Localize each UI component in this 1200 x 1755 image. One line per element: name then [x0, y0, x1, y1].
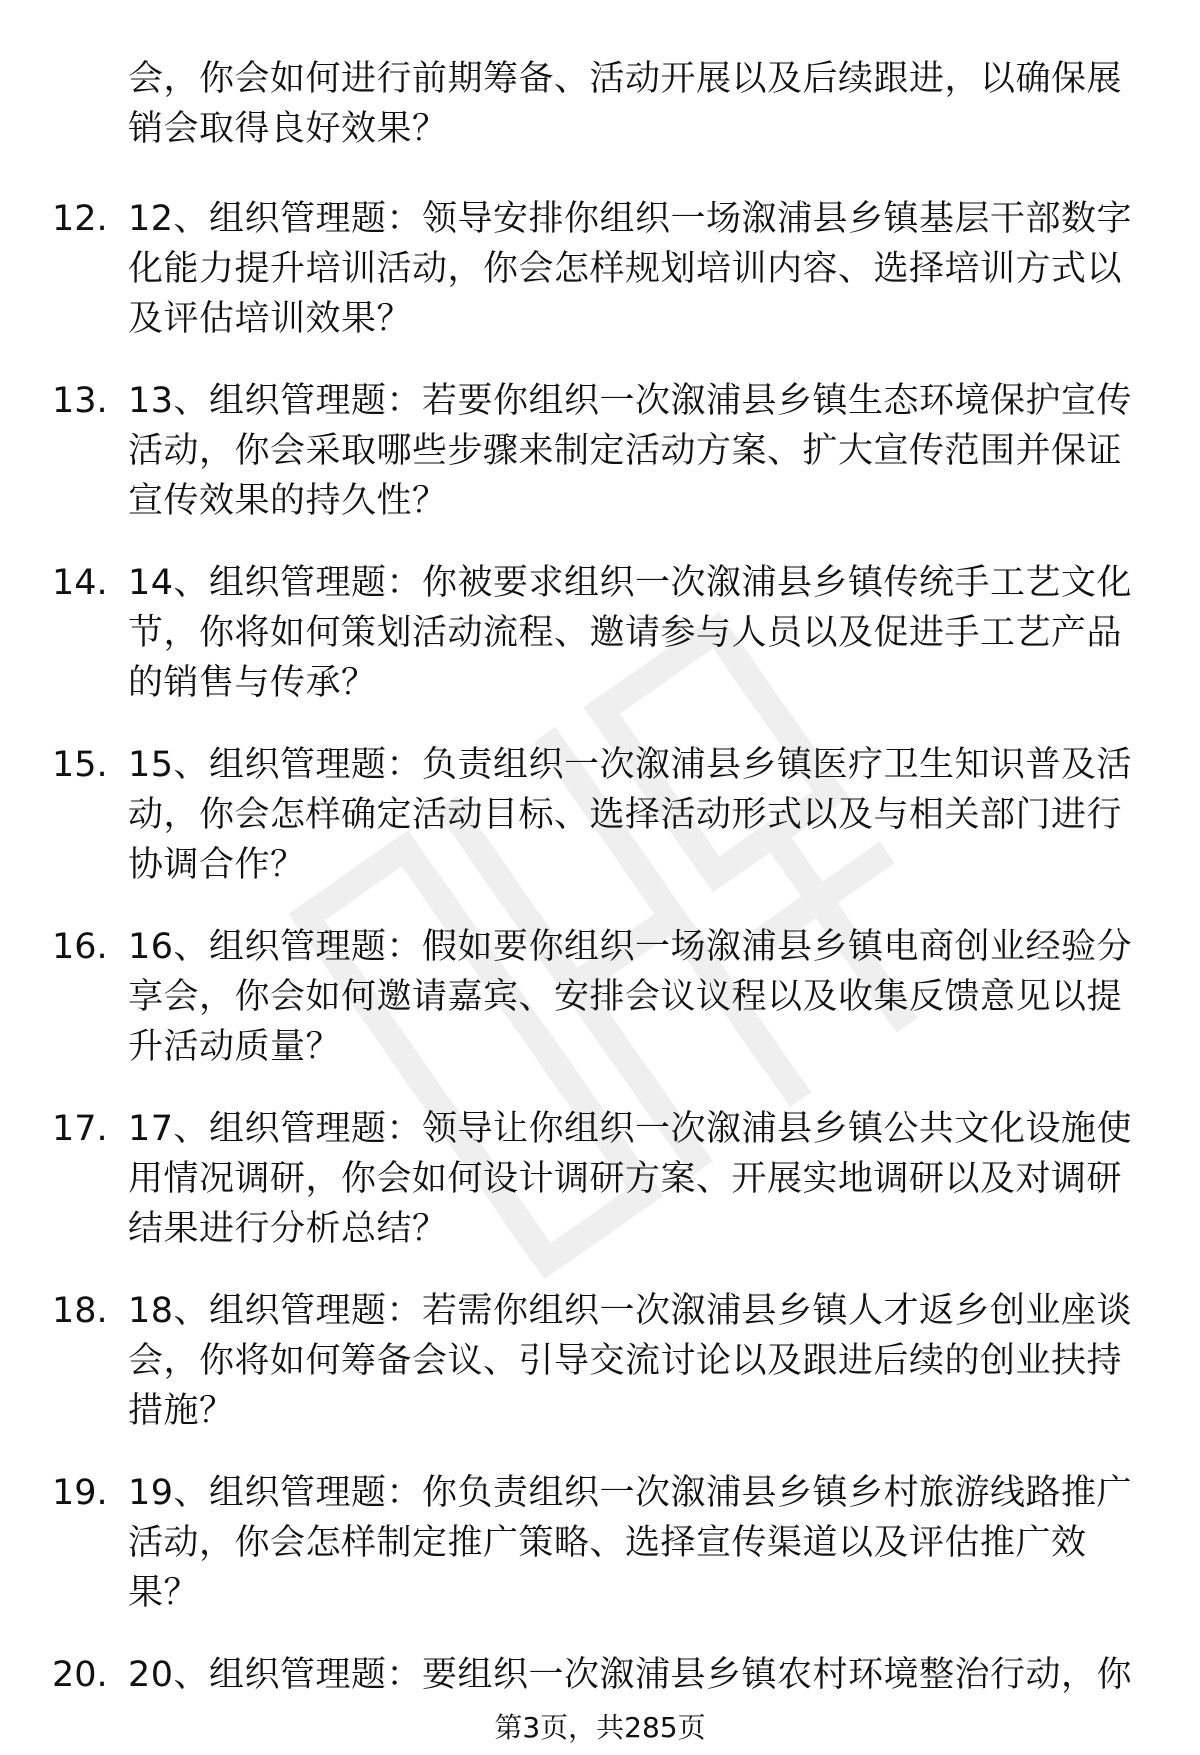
- question-list: [0, 54, 1200, 1732]
- item-text: 18、组织管理题：若需你组织一次溆浦县乡镇人才返乡创业座谈会，你将如何筹备会议、引导交流讨论以及跟进后续的创业扶持措施？: [128, 1291, 1133, 1431]
- continuation-text: 会，你会如何进行前期筹备、活动开展以及后续跟进，以确保展销会取得良好效果？: [128, 59, 1123, 149]
- page-footer: [0, 1708, 1200, 1748]
- list-item: [0, 1650, 1148, 1700]
- item-text: 12、组织管理题：领导安排你组织一场溆浦县乡镇基层干部数字化能力提升培训活动，你会怎样规划培训内容、选择培训方式以及评估培训效果？: [128, 199, 1133, 339]
- list-item: [0, 194, 1148, 344]
- item-number: 18.: [52, 1291, 108, 1331]
- list-item: [0, 1104, 1148, 1254]
- item-text: 16、组织管理题：假如要你组织一场溆浦县乡镇电商创业经验分享会，你会如何邀请嘉宾、安排会议议程以及收集反馈意见以提升活动质量？: [128, 927, 1133, 1067]
- item-number: 15.: [52, 745, 108, 785]
- continuation-item: [0, 54, 1148, 154]
- item-text: 17、组织管理题：领导让你组织一次溆浦县乡镇公共文化设施使用情况调研，你会如何设计调研方案、开展实地调研以及对调研结果进行分析总结？: [128, 1109, 1133, 1249]
- item-text: 13、组织管理题：若要你组织一次溆浦县乡镇生态环境保护宣传活动，你会采取哪些步骤来制定活动方案、扩大宣传范围并保证宣传效果的持久性？: [128, 381, 1133, 521]
- item-text: 15、组织管理题：负责组织一次溆浦县乡镇医疗卫生知识普及活动，你会怎样确定活动目标、选择活动形式以及与相关部门进行协调合作？: [128, 745, 1133, 885]
- list-item: [0, 740, 1148, 890]
- item-number: 20.: [52, 1655, 108, 1695]
- page-number-label: 第3页，共285页: [494, 1711, 706, 1744]
- item-number: 19.: [52, 1473, 108, 1513]
- item-text: 20、组织管理题：要组织一次溆浦县乡镇农村环境整治行动，你: [128, 1655, 1133, 1695]
- list-item: [0, 1468, 1148, 1618]
- item-text: 19、组织管理题：你负责组织一次溆浦县乡镇乡村旅游线路推广活动，你会怎样制定推广策略、选择宣传渠道以及评估推广效果？: [128, 1473, 1133, 1613]
- item-number: 17.: [52, 1109, 108, 1149]
- list-item: [0, 1286, 1148, 1436]
- item-number: 16.: [52, 927, 108, 967]
- list-item: [0, 558, 1148, 708]
- item-text: 14、组织管理题：你被要求组织一次溆浦县乡镇传统手工艺文化节，你将如何策划活动流程、邀请参与人员以及促进手工艺产品的销售与传承？: [128, 563, 1133, 703]
- list-item: [0, 376, 1148, 526]
- item-number: 12.: [52, 199, 108, 239]
- item-number: 14.: [52, 563, 108, 603]
- item-number: 13.: [52, 381, 108, 421]
- list-item: [0, 922, 1148, 1072]
